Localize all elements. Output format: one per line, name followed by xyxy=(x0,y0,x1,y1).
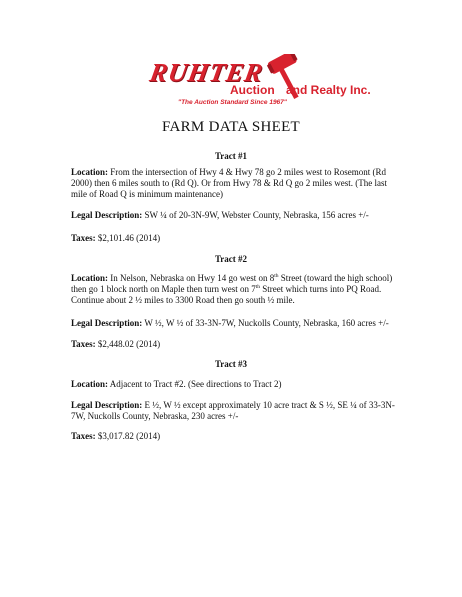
ordinal-suffix: th xyxy=(255,284,261,290)
tract-2-location xyxy=(71,273,398,306)
location-text: From the intersection of Hwy 4 & Hwy 78 go 2 miles west to Rosemont (Rd 2000) then 6 miles south to (Rd Q). Or from Hwy 78 & Rd Q go 2 miles west. (The last mile of Road Q is minimum maintenance) xyxy=(71,167,387,199)
tract-3-taxes xyxy=(71,431,398,442)
tract-3-legal xyxy=(71,400,398,422)
location-label: Location: xyxy=(71,379,108,389)
logo-wordmark: RUHTER xyxy=(147,58,266,87)
taxes-label: Taxes: xyxy=(71,233,96,243)
tract-2-legal xyxy=(71,318,398,329)
taxes-label: Taxes: xyxy=(71,339,96,349)
location-text: Adjacent to Tract #2. (See directions to Tract 2) xyxy=(109,379,282,389)
taxes-text: $2,448.02 (2014) xyxy=(97,339,161,349)
location-label: Location: xyxy=(71,273,108,283)
legal-text: E ½, W ½ except approximately 10 acre tract & S ½, SE ¼ of 33-3N-7W, Nuckolls County, Nebraska, 230 acres +/- xyxy=(71,400,395,421)
taxes-label: Taxes: xyxy=(71,431,96,441)
company-logo xyxy=(140,52,371,112)
taxes-text: $3,017.82 (2014) xyxy=(97,431,161,441)
location-text-a: In Nelson, Nebraska on Hwy 14 go west on 8 xyxy=(110,273,275,283)
tract-1-location xyxy=(71,167,398,200)
legal-text: W ½, W ½ of 33-3N-7W, Nuckolls County, Nebraska, 160 acres +/- xyxy=(144,318,389,328)
tract-1-heading: Tract #1 xyxy=(214,151,248,161)
tract-2-heading: Tract #2 xyxy=(214,254,248,264)
logo-company-right: and Realty Inc. xyxy=(286,83,371,97)
legal-label: Legal Description: xyxy=(71,210,143,220)
logo-tagline: "The Auction Standard Since 1967" xyxy=(178,99,287,106)
legal-label: Legal Description: xyxy=(71,318,143,328)
location-label: Location: xyxy=(71,167,108,177)
tract-1-taxes xyxy=(71,233,398,244)
tract-3-heading: Tract #3 xyxy=(214,359,248,369)
location-text-c: Street which turns into PQ Road. Continue about 2 ½ miles to 3300 Road then go south ½ mile. xyxy=(71,284,382,305)
location-text-b: Street (toward the high school) then go 1 block north on Maple then turn west on 7 xyxy=(71,273,393,294)
tract-3-location xyxy=(71,379,398,390)
legal-text: SW ¼ of 20-3N-9W, Webster County, Nebraska, 156 acres +/- xyxy=(144,210,369,220)
taxes-text: $2,101.46 (2014) xyxy=(97,233,161,243)
ordinal-suffix: th xyxy=(274,273,279,279)
legal-label: Legal Description: xyxy=(71,400,143,410)
logo-company-left: Auction xyxy=(230,83,275,97)
tract-2-taxes xyxy=(71,339,398,350)
page-title: FARM DATA SHEET xyxy=(161,119,301,135)
tract-1-legal xyxy=(71,210,398,221)
